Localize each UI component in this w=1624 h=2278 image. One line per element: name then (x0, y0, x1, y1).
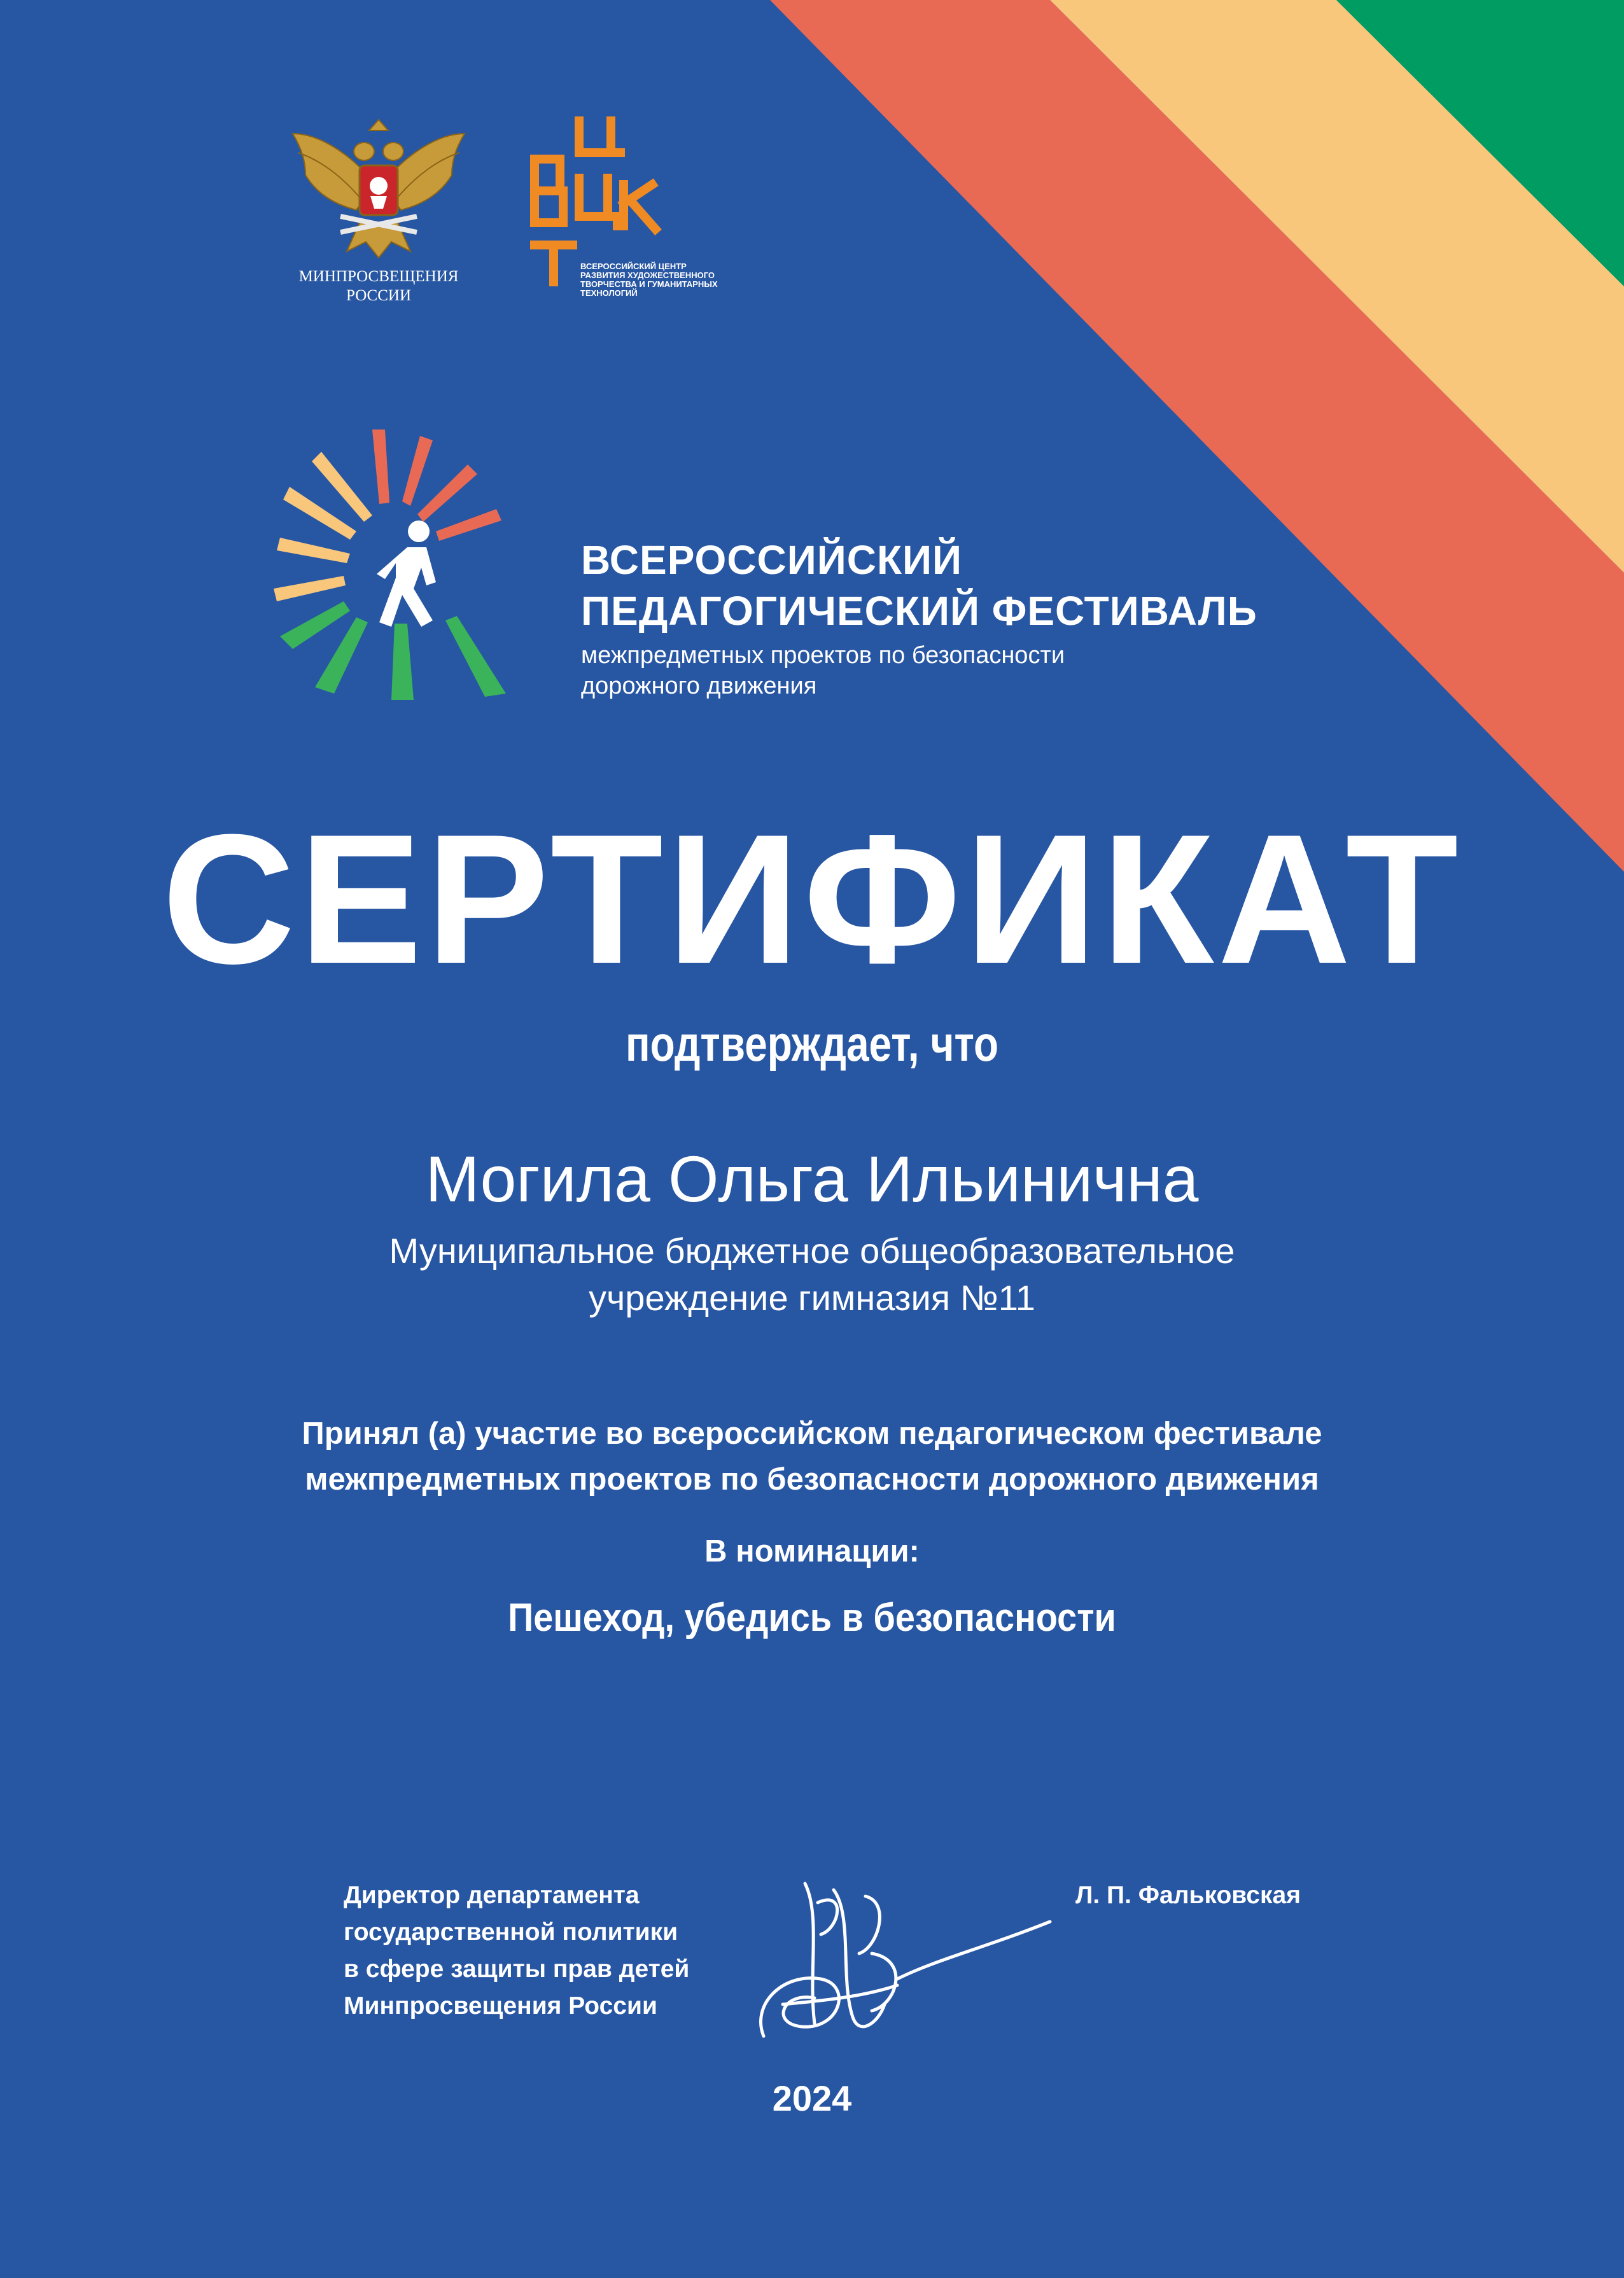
signatory-position-line: Минпросвещения России (344, 1992, 657, 2020)
festival-title (581, 535, 1345, 701)
ministry-logo (280, 115, 477, 312)
vcx-line: ТВОРЧЕСТВА И ГУМАНИТАРНЫХ (580, 279, 718, 289)
ministry-name-line2: РОССИИ (346, 287, 412, 304)
vcx-description (580, 262, 759, 298)
nomination-value: Пешеход, убедись в безопасности (508, 1596, 1116, 1640)
recipient-name: Могила Ольга Ильинична (425, 1143, 1199, 1215)
festival-title-line1: ВСЕРОССИЙСКИЙ (581, 537, 963, 583)
vcx-monogram-icon (528, 115, 662, 286)
signatory-position (344, 1877, 689, 2025)
signatory-name: Л. П. Фальковская (1075, 1882, 1301, 1909)
handwritten-signature-icon (745, 1877, 1063, 2049)
vcx-line: ВСЕРОССИЙСКИЙ ЦЕНТР (580, 262, 687, 271)
signatory-position-line: в сфере защиты прав детей (344, 1955, 690, 1983)
organization-line1: Муниципальное бюджетное общеобразовательное (389, 1231, 1235, 1271)
certificate-title: СЕРТИФИКАТ (162, 796, 1462, 1002)
certificate-year: 2024 (772, 2078, 852, 2118)
organization-line2: учреждение гимназия №11 (589, 1278, 1035, 1318)
festival-subtitle-line2: дорожного движения (581, 673, 817, 699)
eagle-emblem-icon (280, 115, 477, 261)
confirms-text: подтверждает, что (625, 1016, 999, 1072)
nomination-label: В номинации: (704, 1534, 920, 1569)
vcx-logo (528, 115, 757, 318)
participation-line2: межпредметных проектов по безопасности дорожного движения (305, 1462, 1319, 1497)
festival-burst-icon (255, 426, 535, 713)
vcx-line: ТЕХНОЛОГИЙ (580, 288, 638, 298)
ministry-name-line1: МИНПРОСВЕЩЕНИЯ (298, 268, 459, 285)
festival-subtitle-line1: межпредметных проектов по безопасности (581, 642, 1065, 669)
signatory-position-line: государственной политики (344, 1918, 678, 1946)
participation-line1: Принял (а) участие во всероссийском педагогическом фестивале (302, 1416, 1322, 1451)
festival-title-line2: ПЕДАГОГИЧЕСКИЙ ФЕСТИВАЛЬ (581, 588, 1257, 634)
signatory-position-line: Директор департамента (344, 1882, 640, 1909)
vcx-line: РАЗВИТИЯ ХУДОЖЕСТВЕННОГО (580, 270, 715, 280)
